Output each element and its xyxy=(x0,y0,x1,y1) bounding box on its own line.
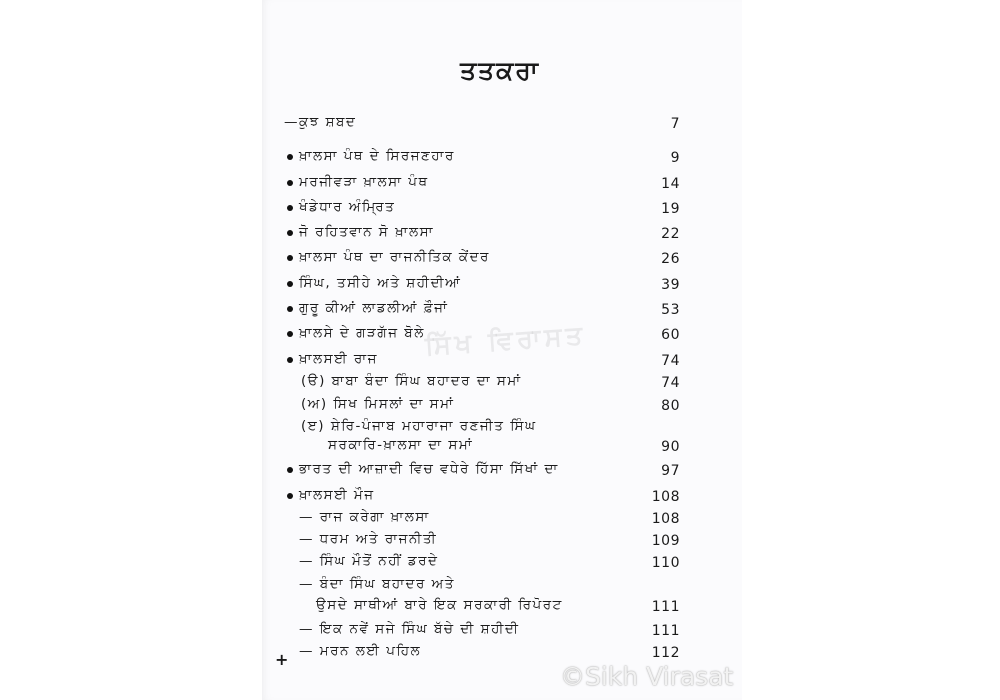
toc-page-number: 108 xyxy=(651,511,680,527)
toc-subentry-label: — ਇਕ ਨਵੇਂ ਸਜੇ ਸਿੰਘ ਬੱਚੇ ਦੀ ਸ਼ਹੀਦੀ xyxy=(299,621,520,637)
toc-subentry-label: (ਅ) ਸਿਖ ਮਿਸਲਾਂ ਦਾ ਸਮਾਂ xyxy=(301,396,455,412)
toc-subentry-label: — ਰਾਜ ਕਰੇਗਾ ਖ਼ਾਲਸਾ xyxy=(299,509,430,525)
toc-entry-label: ਖੰਡੇਧਾਰ ਅੰਮ੍ਰਿਤ xyxy=(299,199,396,215)
toc-page-number: 9 xyxy=(670,150,680,166)
toc-page-number: 22 xyxy=(661,226,680,242)
toc-entry-label: ਗੁਰੂ ਕੀਆਂ ਲਾਡਲੀਆਂ ਫ਼ੌਜਾਂ xyxy=(299,300,449,316)
bullet-icon xyxy=(287,255,293,261)
toc-entry-label: ਭਾਰਤ ਦੀ ਆਜ਼ਾਦੀ ਵਿਚ ਵਧੇਰੇ ਹਿੱਸਾ ਸਿੱਖਾਂ ਦਾ xyxy=(299,461,559,477)
bullet-icon xyxy=(287,205,293,211)
toc-page-number: 74 xyxy=(661,375,680,391)
toc-page-number: 53 xyxy=(661,302,680,318)
toc-page-number: 111 xyxy=(651,623,680,639)
toc-subentry-label: ਸਰਕਾਰਿ-ਖ਼ਾਲਸਾ ਦਾ ਸਮਾਂ xyxy=(328,437,474,453)
bullet-icon xyxy=(287,180,293,186)
bullet-icon xyxy=(287,230,293,236)
copyright-watermark: ©Sikh Virasat xyxy=(560,662,734,691)
toc-page-number: 97 xyxy=(661,463,680,479)
bullet-icon xyxy=(287,467,293,473)
toc-page-number: 14 xyxy=(661,176,680,192)
toc-subentry-label: — ਧਰਮ ਅਤੇ ਰਾਜਨੀਤੀ xyxy=(299,531,438,547)
toc-subentry-label: (ੲ) ਸ਼ੇਰਿ-ਪੰਜਾਬ ਮਹਾਰਾਜਾ ਰਣਜੀਤ ਸਿੰਘ xyxy=(301,418,537,434)
toc-entry-label: ਖ਼ਾਲਸਈ ਰਾਜ xyxy=(299,351,378,367)
plus-mark: + xyxy=(275,650,289,669)
toc-subentry-label: — ਸਿੰਘ ਮੌਤੋਂ ਨਹੀਂ ਡਰਦੇ xyxy=(299,553,439,569)
toc-page-number: 108 xyxy=(651,489,680,505)
toc-entry-label: ਸਿੰਘ, ਤਸੀਹੇ ਅਤੇ ਸ਼ਹੀਦੀਆਂ xyxy=(299,275,462,291)
toc-subentry-label: — ਮਰਨ ਲਈ ਪਹਿਲ xyxy=(299,643,422,659)
watermark-text: ਸਿੱਖ ਵਿਰਾਸਤ xyxy=(424,320,588,362)
toc-entry-label: ਜੋ ਰਹਿਤਵਾਨ ਸੋ ਖ਼ਾਲਸਾ xyxy=(299,224,435,240)
bullet-icon xyxy=(287,357,293,363)
toc-page-number: 7 xyxy=(670,116,680,132)
toc-entry-label: ਖ਼ਾਲਸਈ ਮੌਜ xyxy=(299,487,375,503)
toc-entry-label: —ਕੁਝ ਸ਼ਬਦ xyxy=(284,114,357,130)
toc-page-number: 39 xyxy=(661,277,680,293)
toc-subentry-label: (ੳ) ਬਾਬਾ ਬੰਦਾ ਸਿੰਘ ਬਹਾਦਰ ਦਾ ਸਮਾਂ xyxy=(301,373,522,389)
toc-page-number: 112 xyxy=(651,645,680,661)
bullet-icon xyxy=(287,154,293,160)
bullet-icon xyxy=(287,331,293,337)
bullet-icon xyxy=(287,306,293,312)
toc-page-number: 110 xyxy=(651,555,680,571)
toc-page-number: 74 xyxy=(661,353,680,369)
page-title: ਤਤਕਰਾ xyxy=(460,56,540,85)
toc-entry-label: ਮਰਜੀਵੜਾ ਖ਼ਾਲਸਾ ਪੰਥ xyxy=(299,174,429,190)
toc-page-number: 90 xyxy=(661,439,680,455)
toc-entry-label: ਖ਼ਾਲਸਾ ਪੰਥ ਦੇ ਸਿਰਜਣਹਾਰ xyxy=(299,148,455,164)
toc-subentry-label: ਉਸਦੇ ਸਾਥੀਆਂ ਬਾਰੇ ਇਕ ਸਰਕਾਰੀ ਰਿਪੋਰਟ xyxy=(316,597,563,613)
toc-page-number: 60 xyxy=(661,327,680,343)
toc-page-number: 111 xyxy=(651,599,680,615)
toc-page-number: 19 xyxy=(661,201,680,217)
bullet-icon xyxy=(287,281,293,287)
toc-subentry-label: — ਬੰਦਾ ਸਿੰਘ ਬਹਾਦਰ ਅਤੇ xyxy=(299,576,455,592)
toc-entry-label: ਖ਼ਾਲਸਾ ਪੰਥ ਦਾ ਰਾਜਨੀਤਿਕ ਕੇਂਦਰ xyxy=(299,249,490,265)
toc-page-number: 109 xyxy=(651,533,680,549)
toc-page-number: 26 xyxy=(661,251,680,267)
bullet-icon xyxy=(287,493,293,499)
toc-page-number: 80 xyxy=(661,398,680,414)
toc-entry-label: ਖ਼ਾਲਸੇ ਦੇ ਗੜਗੱਜ ਬੋਲੇ xyxy=(299,325,425,341)
